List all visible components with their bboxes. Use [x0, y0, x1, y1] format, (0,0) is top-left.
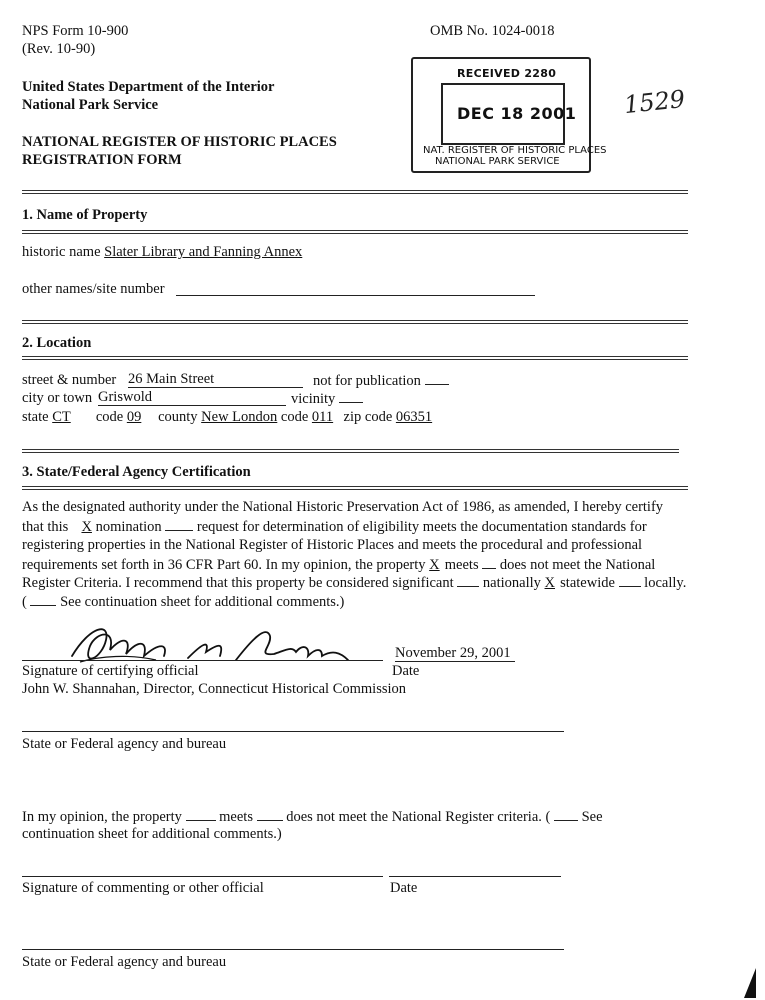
cert-text: that this	[22, 519, 69, 535]
section-divider	[22, 320, 688, 324]
opinion-text: meets	[219, 809, 253, 825]
signature-line[interactable]	[22, 660, 383, 661]
not-for-publication-label: not for publication	[313, 373, 421, 389]
historic-name-value[interactable]: Slater Library and Fanning Annex	[104, 244, 303, 260]
cert-line-6	[22, 592, 344, 611]
date-label: Date	[392, 663, 420, 679]
zip-label: zip code	[343, 409, 393, 425]
stamp-line1: NAT. REGISTER OF HISTORIC PLACES	[423, 145, 607, 156]
cert-text: nationally	[482, 575, 541, 591]
section-divider	[22, 356, 688, 360]
cert-text: locally.	[644, 575, 687, 591]
cert-line-3: registering properties in the National Register of Historic Places and meets the procedural and professional	[22, 537, 643, 553]
cert-text: See continuation sheet for additional comments.)	[60, 594, 345, 610]
nfp-row	[313, 371, 449, 390]
form-revision: (Rev. 10-90)	[22, 41, 96, 57]
state-row	[22, 408, 432, 426]
section3-heading: 3. State/Federal Agency Certification	[22, 464, 251, 480]
cert-text: Register Criteria. I recommend that this property be considered significant	[22, 575, 454, 591]
opinion-not-meet-blank[interactable]	[257, 807, 283, 821]
county-code-label: code	[280, 409, 309, 425]
handwritten-number: 1529	[622, 84, 687, 120]
stamp-line2: NATIONAL PARK SERVICE	[435, 156, 560, 167]
meets-mark[interactable]: X	[429, 557, 440, 573]
county-code-value[interactable]: 011	[311, 409, 334, 425]
does-not-meet-blank[interactable]	[482, 555, 496, 569]
stamp-date: DEC 18 2001	[457, 104, 577, 123]
signature-date-field[interactable]	[395, 645, 515, 662]
cert-text: statewide	[560, 575, 615, 591]
cert-line-1: As the designated authority under the National Historic Preservation Act of 1986, as amended, I hereby certify	[22, 499, 664, 515]
cert-text: requirements set forth in 36 CFR Part 60. In my opinion, the property	[22, 557, 426, 573]
nomination-mark[interactable]: X	[81, 519, 92, 535]
form-title: NATIONAL REGISTER OF HISTORIC PLACES	[22, 134, 337, 150]
nfp-checkbox-blank[interactable]	[425, 371, 449, 385]
cert-text: (	[22, 594, 27, 610]
received-stamp	[411, 57, 607, 173]
state-code-label: code	[95, 409, 124, 425]
opinion-text: does not meet the National Register criteria. (	[286, 809, 551, 825]
section-divider	[22, 449, 679, 453]
other-names-label: other names/site number	[22, 281, 165, 297]
vicinity-label: vicinity	[291, 391, 336, 407]
cert-line-2	[22, 517, 647, 536]
street-value: 26 Main Street	[128, 371, 215, 387]
zip-value[interactable]: 06351	[395, 409, 433, 425]
opinion-text: In my opinion, the property	[22, 809, 182, 825]
signature-label: Signature of certifying official	[22, 663, 199, 679]
county-label: county	[158, 409, 198, 425]
cert-text: does not meet the National	[499, 557, 656, 573]
historic-name-label: historic name	[22, 244, 101, 260]
vicinity-checkbox-blank[interactable]	[339, 389, 363, 403]
opinion-meets-blank[interactable]	[186, 807, 216, 821]
city-value: Griswold	[98, 389, 152, 405]
opinion-continuation-blank[interactable]	[554, 807, 578, 821]
omb-number: OMB No. 1024-0018	[430, 23, 555, 39]
commenting-date-line[interactable]	[389, 876, 561, 877]
opinion-line-1	[22, 807, 603, 826]
scan-artifact	[740, 968, 760, 998]
vicinity-row	[291, 389, 363, 408]
cert-line-4	[22, 555, 655, 574]
opinion-text: See	[581, 809, 603, 825]
agency-bureau-line-2[interactable]	[22, 949, 564, 950]
agency-name: National Park Service	[22, 97, 159, 113]
state-code-value[interactable]: 09	[126, 409, 142, 425]
street-label: street & number	[22, 372, 117, 388]
agency-bureau-label: State or Federal agency and bureau	[22, 736, 227, 752]
street-field[interactable]	[128, 371, 303, 388]
city-field[interactable]	[98, 389, 286, 406]
cert-text: request for determination of eligibility meets the documentation standards for	[196, 519, 647, 535]
city-label: city or town	[22, 390, 93, 406]
other-names-field[interactable]	[176, 295, 535, 296]
state-value[interactable]: CT	[52, 409, 71, 425]
section2-heading: 2. Location	[22, 335, 92, 351]
statewide-mark[interactable]: X	[544, 575, 556, 591]
section-divider	[22, 486, 688, 490]
cert-line-5	[22, 573, 686, 592]
cert-text: nomination	[95, 519, 162, 535]
form-number: NPS Form 10-900	[22, 23, 129, 39]
certifying-official-name: John W. Shannahan, Director, Connecticut Historical Commission	[22, 681, 407, 697]
county-value[interactable]: New London	[201, 409, 278, 425]
agency-bureau-line[interactable]	[22, 731, 564, 732]
department-name: United States Department of the Interior	[22, 79, 275, 95]
section1-heading: 1. Name of Property	[22, 207, 148, 223]
commenting-date-label: Date	[390, 880, 418, 896]
locally-blank[interactable]	[619, 573, 641, 587]
cert-text: meets	[444, 557, 479, 573]
form-subtitle: REGISTRATION FORM	[22, 152, 182, 168]
commenting-signature-label: Signature of commenting or other official	[22, 880, 264, 896]
state-label: state	[22, 409, 49, 425]
continuation-blank[interactable]	[30, 592, 56, 606]
nationally-blank[interactable]	[457, 573, 479, 587]
request-blank[interactable]	[165, 517, 193, 531]
stamp-received: RECEIVED 2280	[457, 67, 557, 80]
historic-name-row	[22, 243, 302, 261]
commenting-signature-line[interactable]	[22, 876, 383, 877]
signature-date: November 29, 2001	[395, 645, 511, 661]
section-divider	[22, 230, 688, 234]
agency-bureau-label-2: State or Federal agency and bureau	[22, 954, 227, 970]
opinion-line-2: continuation sheet for additional comments.)	[22, 826, 282, 842]
section-divider	[22, 190, 688, 194]
